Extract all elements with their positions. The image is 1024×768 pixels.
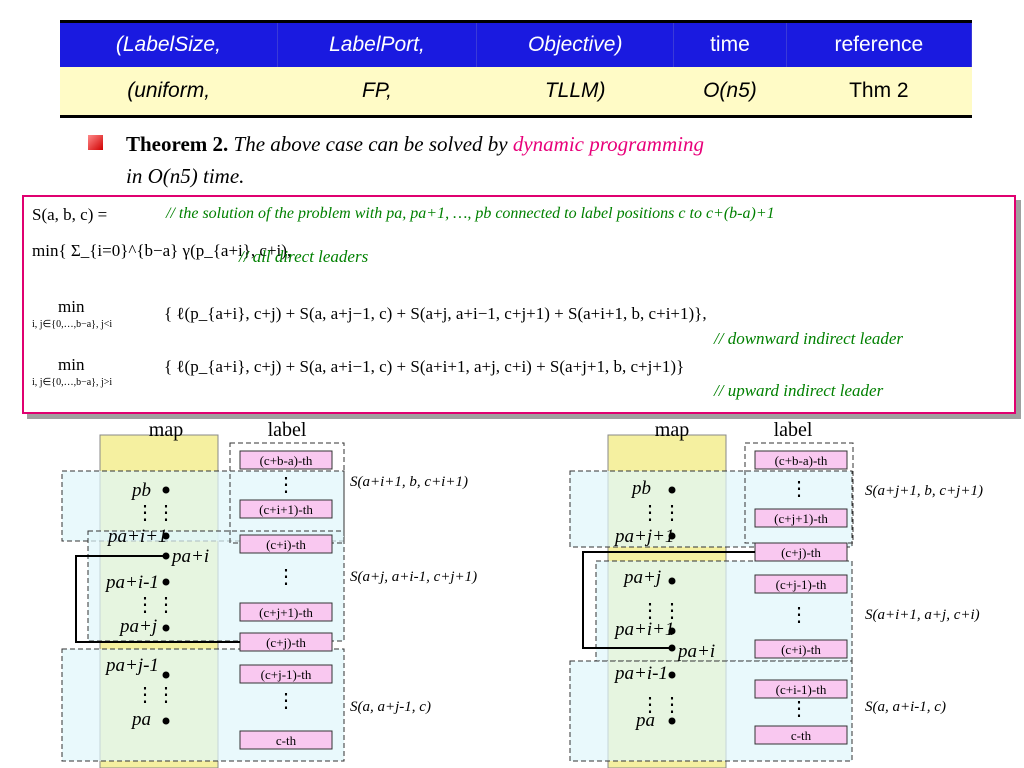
header-time: time [674,22,786,68]
svg-text:⋮: ⋮ [662,502,682,524]
right-label-title: label [773,419,813,441]
left-point-3: pa+i-1 [106,572,159,593]
svg-text:⋮: ⋮ [662,694,682,716]
left-sub-0: S(a+i+1, b, c+i+1) [350,474,468,490]
upward-term: { ℓ(p_{a+i}, c+j) + S(a, a+i−1, c) + S(a+i+1, a+j, c+i) + S(a+j+1, b, c+j+1)} [164,357,685,376]
left-point-5: pa+j-1 [106,655,159,676]
left-diagram [62,419,477,768]
downward-term: { ℓ(p_{a+i}, c+j) + S(a, a+j−1, c) + S(a+j, a+i−1, c+j+1) + S(a+i+1, b, c+i+1)}, [164,304,707,323]
right-point-4: pa+i [678,641,716,662]
svg-text:⋮: ⋮ [789,478,809,500]
table-row [60,67,972,117]
right-label-0: (c+b-a)-th [774,453,828,468]
left-map-title: map [148,419,184,441]
right-point-5: pa+i-1 [615,663,668,684]
svg-text:⋮: ⋮ [789,604,809,626]
left-sub-2: S(a, a+j-1, c) [350,699,431,715]
left-label-1: (c+i+1)-th [259,502,313,517]
header-objective: Objective) [477,22,674,68]
left-label-5: (c+j-1)-th [260,667,312,682]
leader-diagrams [0,415,1024,768]
left-point-2: pa+i [172,546,210,567]
header-reference: reference [786,22,971,68]
right-sub-0: S(a+j+1, b, c+j+1) [865,483,983,499]
right-point-2: pa+j [624,567,662,588]
min-down: min [58,297,85,316]
cell-fp: FP, [277,67,476,117]
right-point-6: pa [636,710,655,731]
min-up: min [58,355,85,374]
right-diagram [570,419,983,768]
right-label-5: (c+i-1)-th [775,682,827,697]
svg-text:⋮: ⋮ [789,698,809,720]
bullet-icon [88,135,103,150]
right-region-bottom [570,661,852,761]
svg-text:⋮: ⋮ [156,502,176,524]
right-label-6: c-th [790,728,812,743]
complexity-table [60,20,972,118]
comment-downward: // downward indirect leader [714,329,904,348]
right-label-4: (c+i)-th [781,642,821,657]
left-label-4: (c+j)-th [266,635,306,650]
right-map-title: map [654,419,690,441]
direct-leader-term: min{ Σ_{i=0}^{b−a} γ(p_{a+i}, c+i), [32,241,292,260]
cell-tllm: TLLM) [477,67,674,117]
svg-text:⋮: ⋮ [135,502,155,524]
svg-text:⋮: ⋮ [276,690,296,712]
svg-text:⋮: ⋮ [135,684,155,706]
svg-text:⋮: ⋮ [640,694,660,716]
right-sub-1: S(a+i+1, a+j, c+i) [865,607,980,623]
theorem-complexity: in O(n5) time. [126,164,245,188]
left-label-2: (c+i)-th [266,537,306,552]
header-labelsize: (LabelSize, [60,22,277,68]
right-sub-2: S(a, a+i-1, c) [865,699,946,715]
left-label-title: label [267,419,307,441]
svg-text:⋮: ⋮ [640,502,660,524]
right-point-3: pa+i+1 [615,619,675,640]
recurrence-box [22,195,1016,414]
theorem-highlight: dynamic programming [512,132,704,156]
left-label-3: (c+j+1)-th [259,605,313,620]
svg-text:⋮: ⋮ [662,600,682,622]
comment-direct: // all direct leaders [239,247,369,266]
svg-text:⋮: ⋮ [135,594,155,616]
right-label-1: (c+j+1)-th [774,511,828,526]
right-point-1: pa+j+1 [615,526,675,547]
theorem-statement [126,128,946,192]
right-point-0: pb [632,478,651,499]
svg-text:⋮: ⋮ [640,600,660,622]
cell-uniform: (uniform, [60,67,277,117]
theorem-label: Theorem 2. [126,132,229,156]
left-label-6: c-th [275,733,297,748]
recurrence-lhs: S(a, b, c) = [32,205,108,224]
theorem-text: The above case can be solved by [233,132,508,156]
down-subscript: i, j∈{0,…,b−a}, j<i [32,319,113,330]
comment-solution: // the solution of the problem with pa, pa+1, …, pb connected to label positions c to c+(b-a)+1 [166,205,775,222]
left-point-6: pa [132,709,151,730]
header-labelport: LabelPort, [277,22,476,68]
cell-time: O(n5) [674,67,786,117]
right-label-3: (c+j-1)-th [775,577,827,592]
table-header-row [60,22,972,68]
left-label-0: (c+b-a)-th [259,453,313,468]
left-point-1: pa+i+1 [108,526,168,547]
svg-text:⋮: ⋮ [156,594,176,616]
left-sub-1: S(a+j, a+i-1, c+j+1) [350,569,478,585]
cell-reference: Thm 2 [786,67,971,117]
svg-text:⋮: ⋮ [276,474,296,496]
svg-text:⋮: ⋮ [156,684,176,706]
up-subscript: i, j∈{0,…,b−a}, j>i [32,377,113,388]
left-point-4: pa+j [120,616,158,637]
right-label-2: (c+j)-th [781,545,821,560]
comment-upward: // upward indirect leader [714,381,884,400]
svg-text:⋮: ⋮ [276,566,296,588]
left-point-0: pb [132,480,151,501]
